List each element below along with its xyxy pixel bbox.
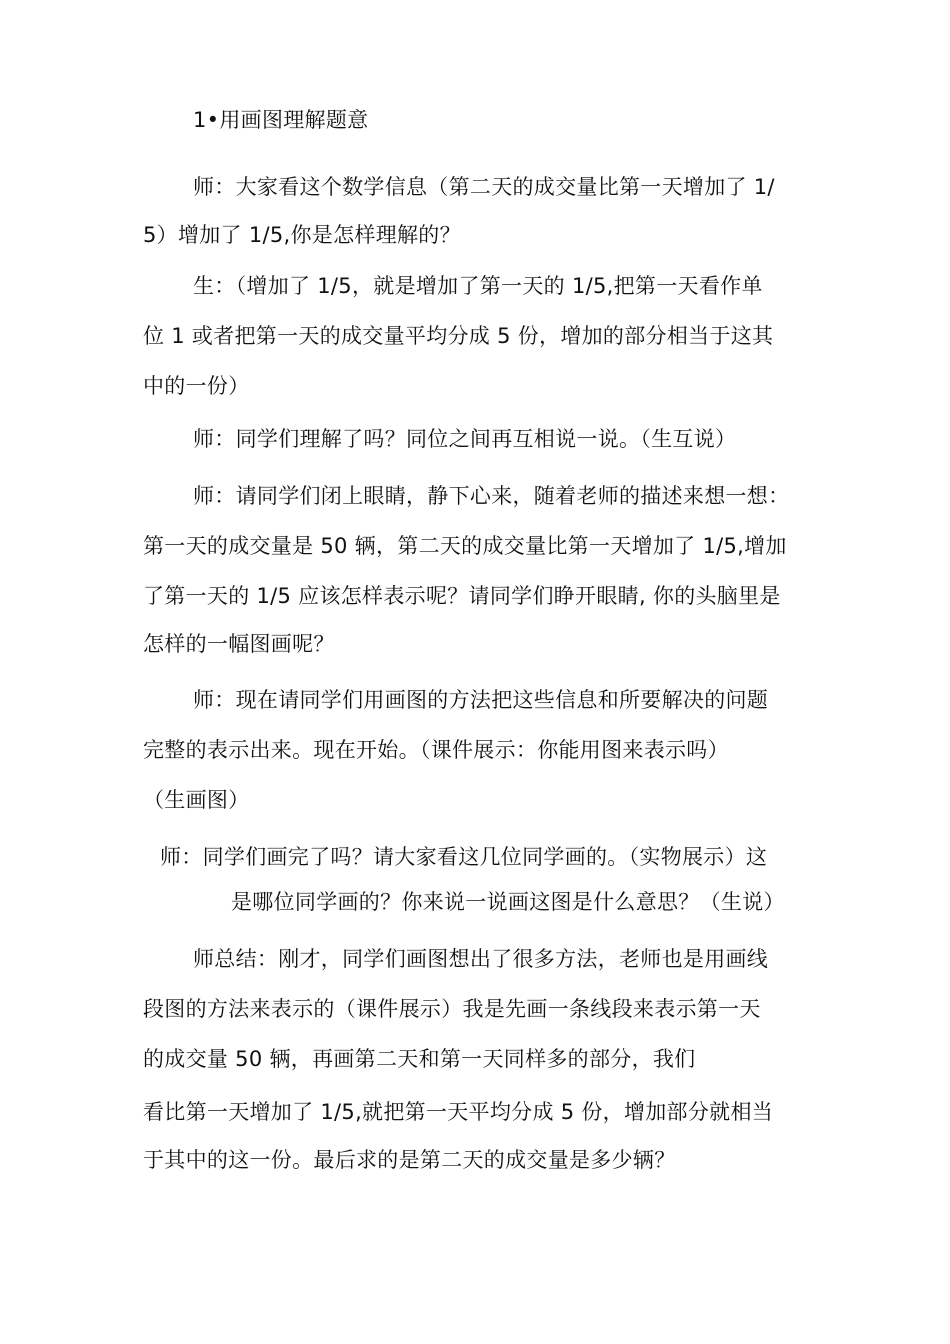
paragraph-line: 的成交量 50 辆，再画第二天和第一天同样多的部分，我们 — [143, 1047, 696, 1071]
paragraph-line: 了第一天的 1/5 应该怎样表示呢？请同学们睁开眼睛, 你的头脑里是 — [143, 584, 781, 608]
paragraph-line: 中的一份） — [143, 374, 250, 398]
paragraph-line: 师：同学们理解了吗？同位之间再互相说一说。（生互说） — [193, 427, 737, 451]
section-heading: 1•用画图理解题意 — [193, 108, 369, 132]
paragraph-line: 完整的表示出来。现在开始。（课件展示：你能用图来表示吗） — [143, 738, 729, 762]
paragraph-line: 第一天的成交量是 50 辆，第二天的成交量比第一天增加了 1/5,增加 — [143, 534, 787, 558]
paragraph-line: （生画图） — [143, 788, 250, 812]
paragraph-line: 生：（增加了 1/5，就是增加了第一天的 1/5,把第一天看作单 — [193, 274, 763, 298]
paragraph-line: 5）增加了 1/5,你是怎样理解的？ — [143, 223, 461, 247]
paragraph-line: 师总结：刚才，同学们画图想出了很多方法，老师也是用画线 — [193, 947, 769, 971]
paragraph-line: 段图的方法来表示的（课件展示）我是先画一条线段来表示第一天 — [143, 997, 761, 1021]
paragraph-line: 师：请同学们闭上眼睛，静下心来，随着老师的描述来想一想： — [193, 484, 790, 508]
paragraph-line: 师：同学们画完了吗？请大家看这几位同学画的。（实物展示）这 — [160, 845, 768, 869]
paragraph-line: 于其中的这一份。最后求的是第二天的成交量是多少辆？ — [143, 1148, 676, 1172]
paragraph-line: 师：大家看这个数学信息（第二天的成交量比第一天增加了 1/ — [193, 175, 775, 199]
paragraph-line: 师：现在请同学们用画图的方法把这些信息和所要解决的问题 — [193, 688, 769, 712]
paragraph-line: 看比第一天增加了 1/5,就把第一天平均分成 5 份，增加部分就相当 — [143, 1100, 774, 1124]
paragraph-line: 是哪位同学画的？你来说一说画这图是什么意思？（生说） — [231, 890, 785, 914]
paragraph-line: 位 1 或者把第一天的成交量平均分成 5 份，增加的部分相当于这其 — [143, 324, 774, 348]
paragraph-line: 怎样的一幅图画呢？ — [143, 632, 335, 656]
